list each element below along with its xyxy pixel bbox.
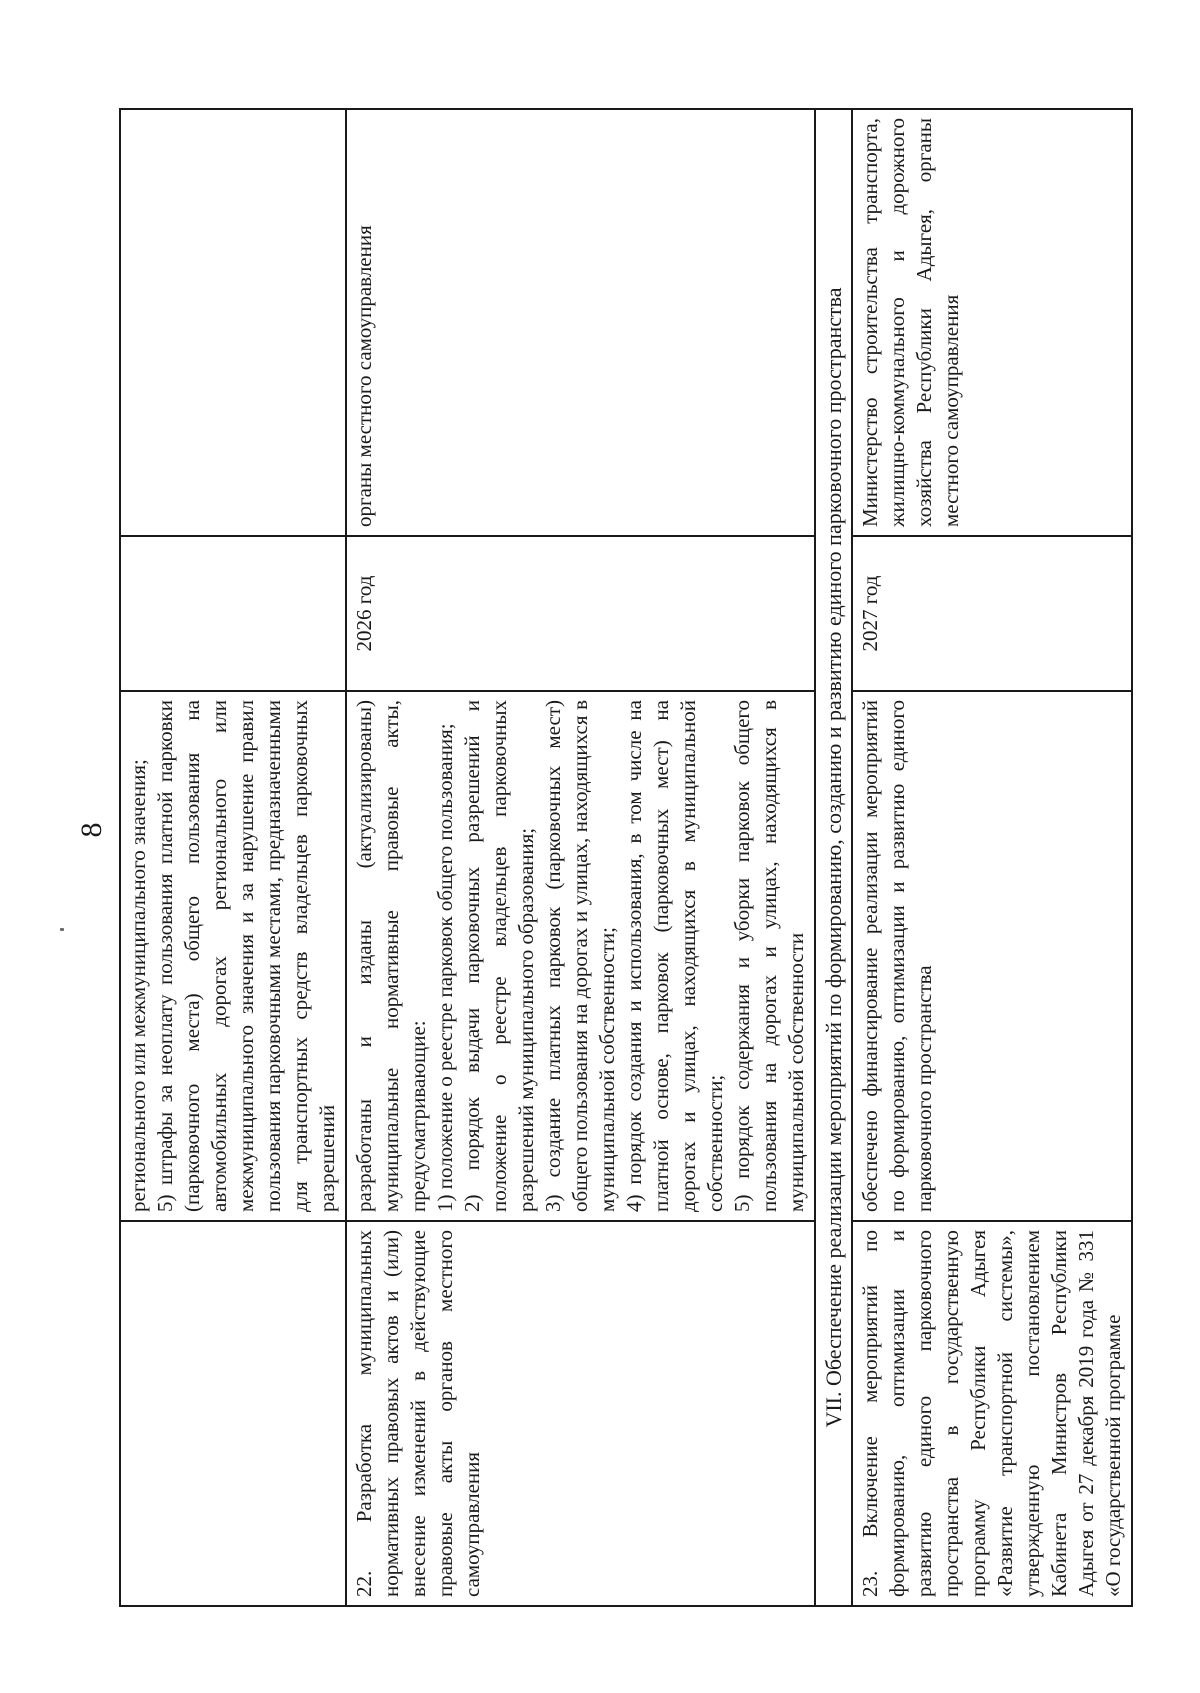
table-row-22 bbox=[346, 109, 815, 1606]
result-line: 4) порядок создания и использования, в том числе на платной основе, парковок (парковочных мест) на дорогах и улицах, находящихся в муниципальной собственности; bbox=[622, 700, 727, 1212]
responsible-cell bbox=[346, 109, 815, 536]
page-number: 8 bbox=[75, 822, 108, 838]
result-cell bbox=[852, 691, 1132, 1221]
deadline-cell bbox=[120, 536, 346, 691]
responsible-text: Министерство строительства транспорта, жилищно-коммунального и дорожного хозяйства Республики Адыгея, органы местного самоуправления bbox=[858, 118, 963, 527]
result-cell bbox=[120, 691, 346, 1221]
deadline-cell bbox=[852, 536, 1132, 691]
activities-table bbox=[119, 108, 1133, 1607]
result-line: 2) порядок выдачи парковочных разрешений и положение о реестре владельцев парковочных разрешений муниципального образования; bbox=[460, 700, 538, 1212]
responsible-text: органы местного самоуправления bbox=[352, 225, 376, 527]
rotated-table-sheet bbox=[119, 110, 1125, 1607]
activity-cell bbox=[346, 1221, 815, 1606]
activity-cell bbox=[120, 1221, 346, 1606]
activity-text: 22. Разработка муниципальных нормативных правовых актов и (или) внесение изменений в действующие правовые акты органов местного самоуправления bbox=[352, 1230, 484, 1597]
responsible-cell bbox=[852, 109, 1132, 536]
deadline-text: 2026 год bbox=[352, 575, 376, 652]
result-line: разработаны и изданы (актуализированы) муниципальные нормативные правовые акты, предусматривающие: bbox=[352, 700, 430, 1212]
activity-text: 23. Включение мероприятий по формированию, оптимизации и развитию единого парковочного пространства в государственную программу Республики Адыгея «Развитие транспортной системы», утвержденную постановлением Кабинета Министров Республики Адыгея от 27 декабря 2019 года № 331 «О государственной программе bbox=[858, 1230, 1125, 1597]
result-line: 5) порядок содержания и уборки парковок общего пользования на дорогах и улицах, находящихся в муниципальной собственности bbox=[730, 700, 808, 1212]
scan-speck bbox=[60, 928, 64, 931]
result-line: 5) штрафы за неоплату пользования платной парковки (парковочного места) общего пользования на автомобильных дорогах регионального или межмуниципального значения и за нарушение правил пользования парковочными местами, предназначенными для транспортных средств владельцев парковочных разрешений bbox=[153, 700, 339, 1212]
table-row-continuation bbox=[120, 109, 346, 1606]
responsible-cell bbox=[120, 109, 346, 536]
activity-cell bbox=[852, 1221, 1132, 1606]
table-row-23 bbox=[852, 109, 1132, 1606]
deadline-text: 2027 год bbox=[858, 575, 882, 652]
deadline-cell bbox=[346, 536, 815, 691]
result-cell bbox=[346, 691, 815, 1221]
section-header-row bbox=[815, 109, 852, 1606]
section-title: VII. Обеспечение реализации мероприятий по формированию, созданию и развитию единого парковочного пространства bbox=[821, 287, 846, 1428]
section-title-cell bbox=[815, 109, 852, 1606]
result-line: 3) создание платных парковок (парковочных мест) общего пользования на дорогах и улицах, находящихся в муниципальной собственности; bbox=[541, 700, 619, 1212]
result-line: обеспечено финансирование реализации мероприятий по формированию, оптимизации и развитию единого парковочного пространства bbox=[858, 700, 936, 1212]
result-line: регионального или межмуниципального значения; bbox=[126, 759, 150, 1212]
result-line: 1) положение о реестре парковок общего пользования; bbox=[433, 723, 457, 1212]
